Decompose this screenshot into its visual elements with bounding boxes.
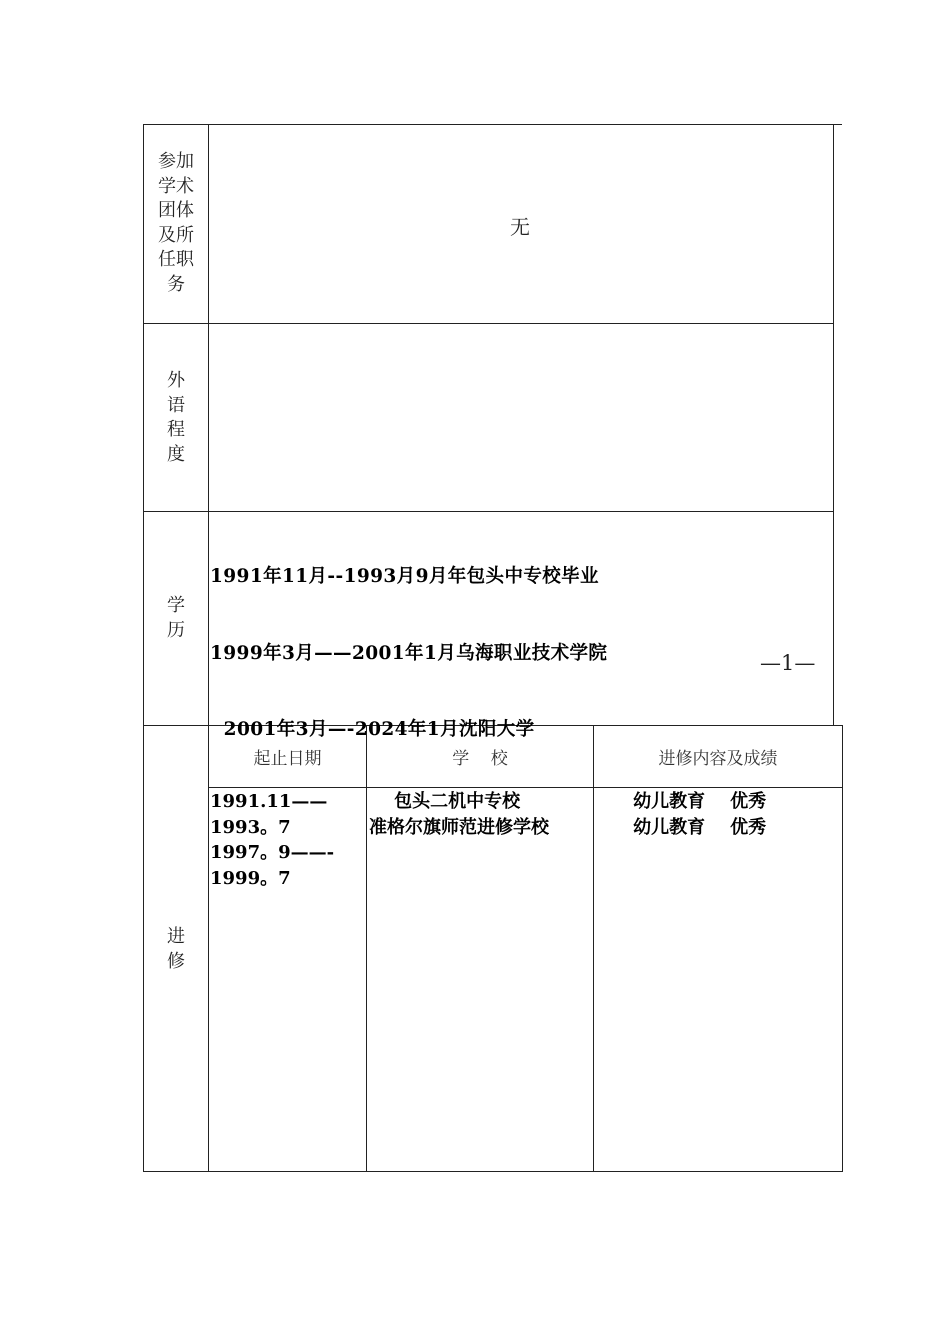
- academic-label-line: 任职: [158, 249, 194, 270]
- training-content-line: 幼儿教育 优秀: [608, 816, 767, 838]
- language-label: [144, 369, 208, 467]
- training-date-line: 1993。7: [210, 816, 291, 838]
- table-top-border: [143, 124, 834, 125]
- language-label-line: 度: [167, 443, 185, 465]
- education-label-line: 历: [167, 619, 185, 641]
- header-date: 起止日期: [253, 749, 322, 769]
- education-label: [144, 594, 208, 643]
- table-top-border-tick: [834, 124, 842, 125]
- academic-label-line: 务: [167, 273, 185, 295]
- date-school-divider: [366, 725, 367, 1172]
- education-history: [210, 513, 607, 768]
- row-divider-2: [143, 511, 834, 512]
- language-label-line: 程: [167, 419, 185, 440]
- training-school-line: 准格尔旗师范进修学校: [369, 816, 549, 838]
- academic-label-line: 学术: [158, 175, 194, 197]
- training-label-line: 修: [167, 950, 185, 972]
- academic-label-line: 团体: [158, 200, 194, 221]
- language-label-line: 语: [167, 394, 185, 416]
- label-column-divider: [208, 124, 209, 1172]
- academic-value: 无: [510, 215, 530, 239]
- training-label: [144, 925, 208, 974]
- education-label-line: 学: [167, 595, 185, 616]
- row-divider-1: [143, 323, 834, 324]
- training-contents: [608, 789, 766, 840]
- table-right-border-lower: [842, 725, 843, 1172]
- page-number: —1—: [760, 651, 816, 675]
- education-line: 1991年11月--1993月9月年包头中专校毕业: [210, 566, 599, 587]
- training-label-line: 进: [167, 926, 185, 947]
- training-content-line: 幼儿教育 优秀: [608, 791, 767, 812]
- header-school: 学 校: [452, 749, 508, 769]
- training-schools: [369, 789, 549, 840]
- training-school-line: 包头二机中专校: [369, 791, 521, 812]
- table-right-border-upper: [833, 124, 834, 726]
- training-date-line: 1997。9——-: [210, 842, 335, 863]
- training-date-line: 1999。7: [210, 867, 291, 889]
- header-content: 进修内容及成绩: [658, 749, 778, 769]
- academic-label: [144, 150, 208, 297]
- language-label-line: 外: [167, 370, 185, 391]
- training-date-line: 1991.11——: [210, 791, 328, 812]
- table-bottom-border: [143, 1171, 843, 1172]
- education-line: 2001年3月—-2024年1月沈阳大学: [210, 719, 535, 740]
- academic-label-line: 及所: [158, 224, 194, 246]
- education-line: 1999年3月——2001年1月乌海职业技术学院: [210, 642, 608, 664]
- academic-label-line: 参加: [158, 151, 194, 172]
- school-content-divider: [593, 725, 594, 1172]
- training-dates: [210, 789, 334, 891]
- training-header-divider: [208, 787, 843, 788]
